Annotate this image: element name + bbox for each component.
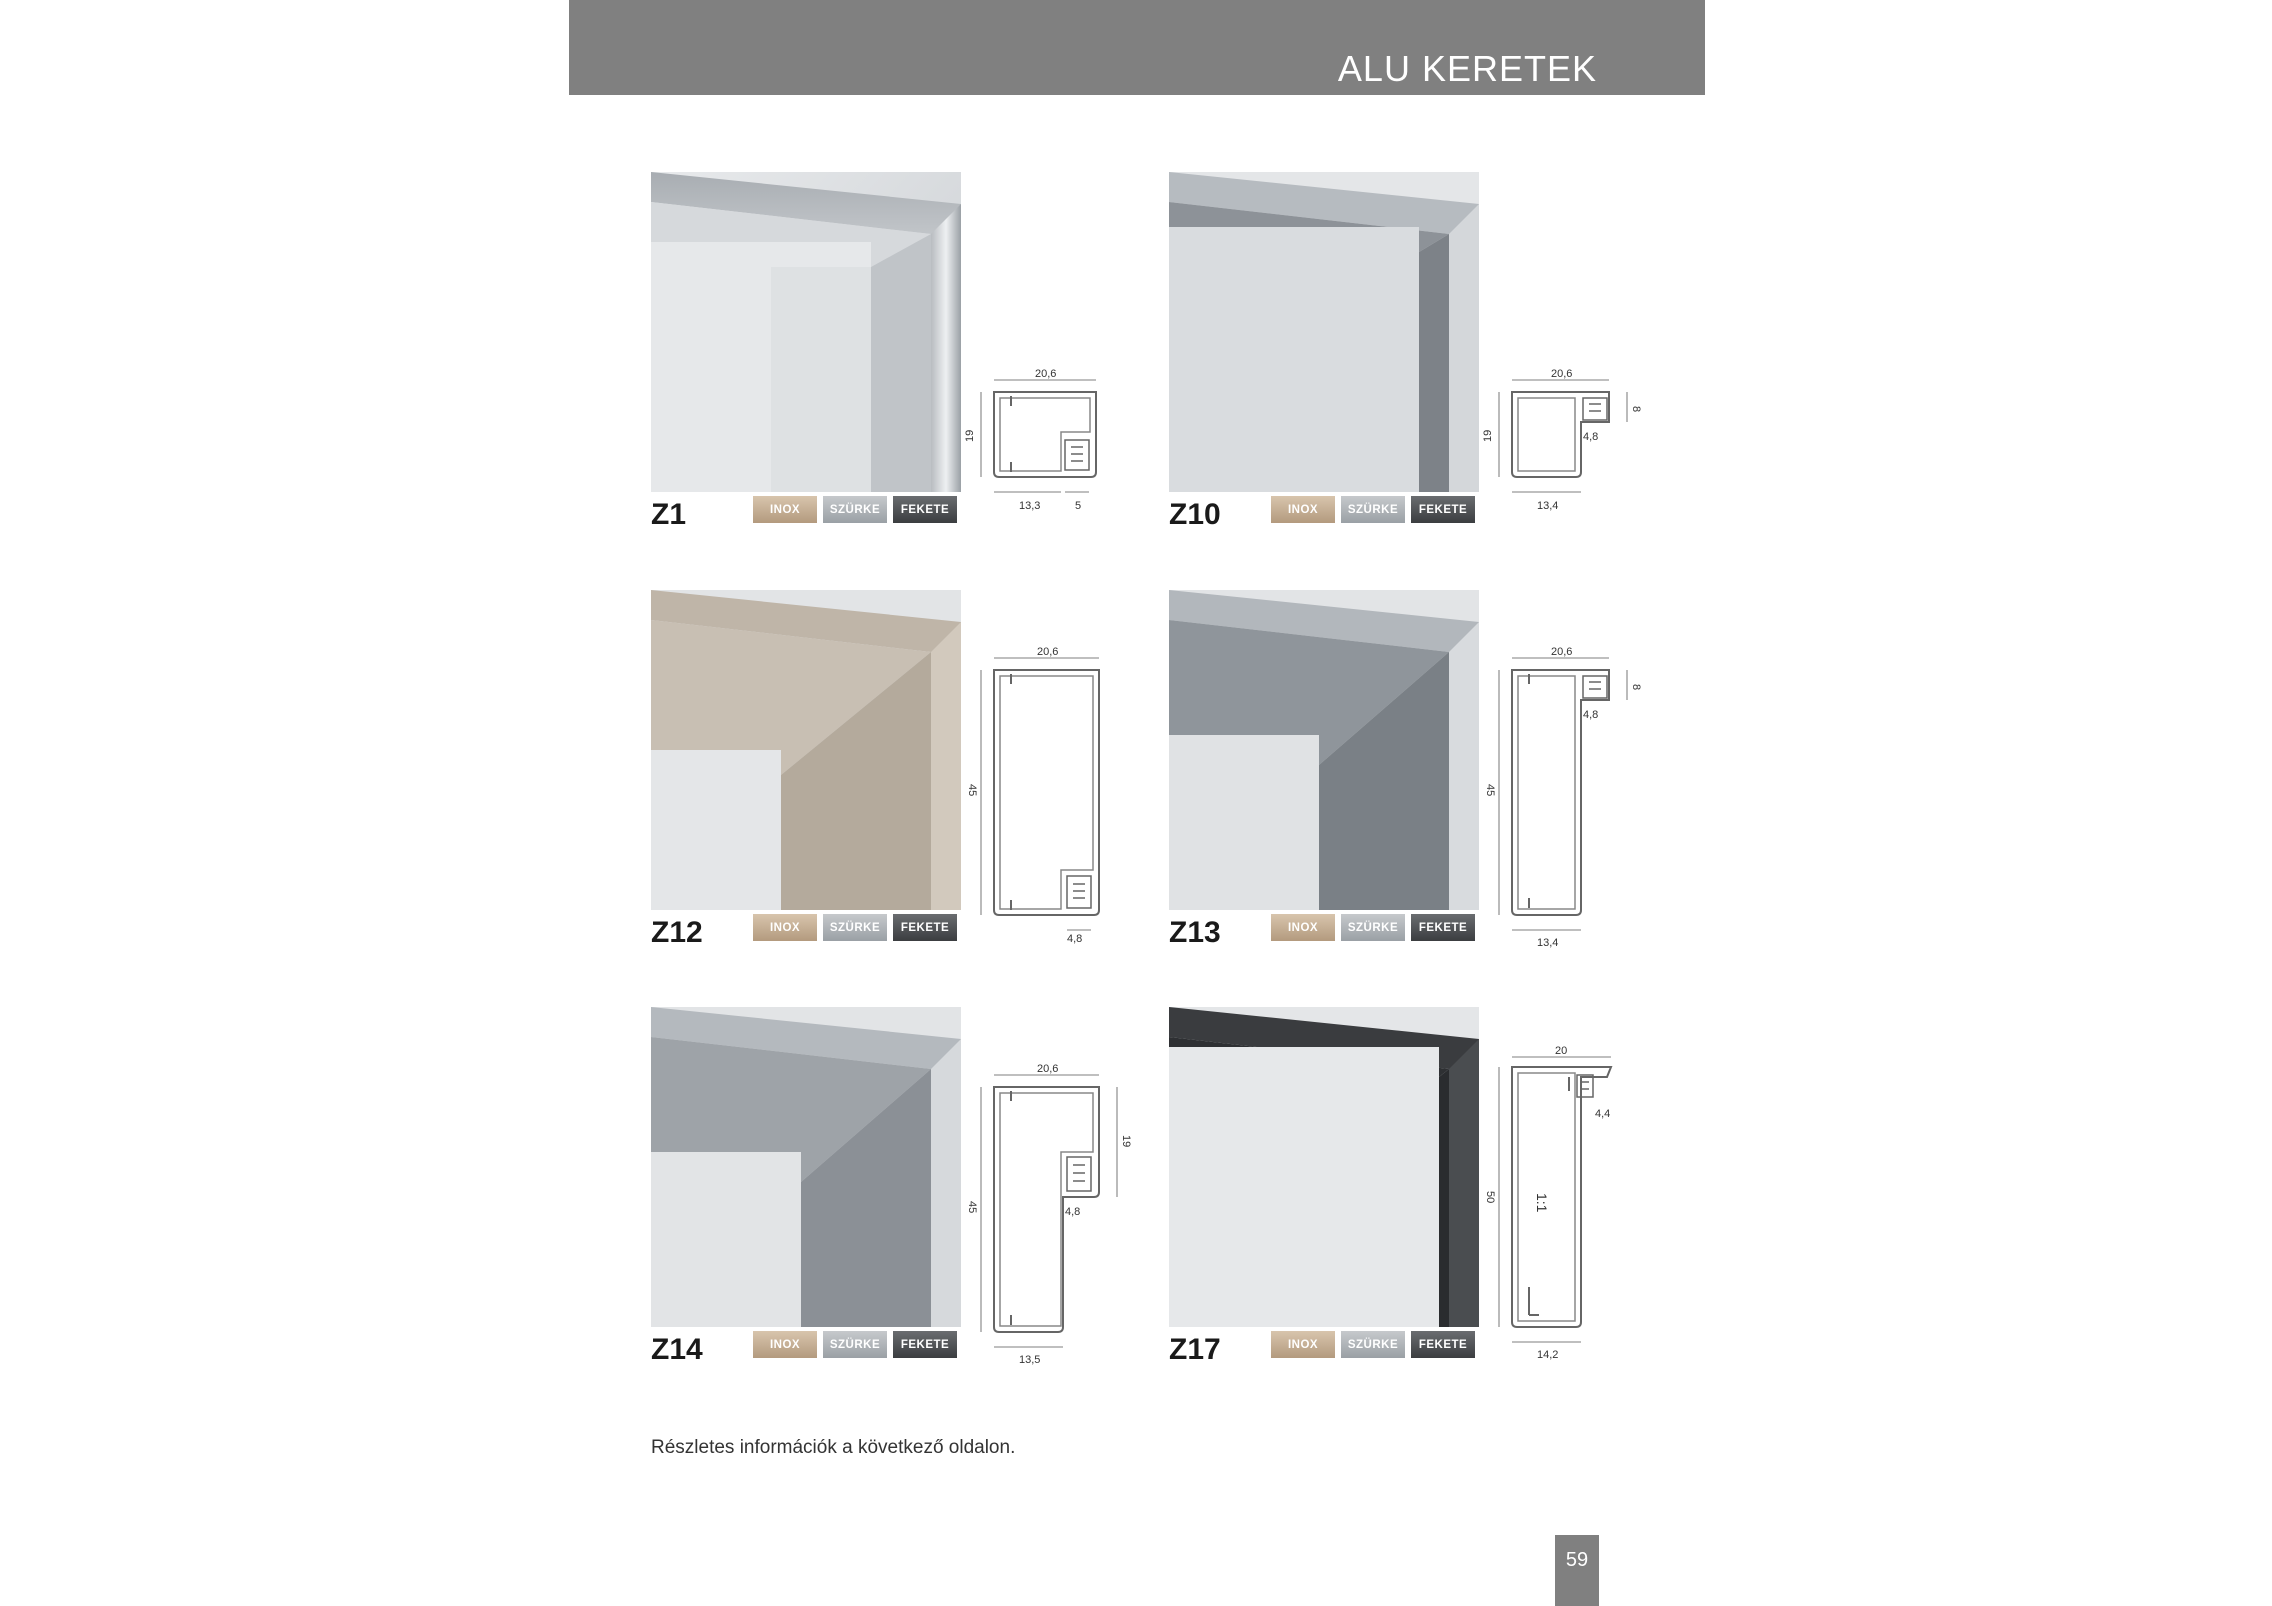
dim-height: 19	[1482, 429, 1494, 442]
page-number-box	[1555, 1535, 1599, 1606]
swatch-szurke[interactable]: SZÜRKE	[823, 1331, 887, 1358]
color-swatches	[753, 914, 957, 941]
product-code: Z10	[1169, 498, 1221, 531]
swatch-szurke[interactable]: SZÜRKE	[823, 496, 887, 523]
dim-scale: 1:1	[1534, 1193, 1550, 1213]
product-code: Z17	[1169, 1333, 1221, 1366]
frame-photo	[1169, 590, 1479, 910]
swatch-inox[interactable]: INOX	[753, 1331, 817, 1358]
header-bar	[569, 0, 1705, 95]
color-swatches	[753, 496, 957, 523]
dim-width: 20,6	[1551, 368, 1573, 380]
swatch-fekete[interactable]: FEKETE	[893, 1331, 957, 1358]
dim-width: 20,6	[1037, 1063, 1059, 1075]
color-swatches	[753, 1331, 957, 1358]
dim-side: 8	[1630, 684, 1642, 691]
product-z13	[1169, 590, 2169, 950]
dim-bottom: 13,4	[1537, 937, 1559, 949]
swatch-fekete[interactable]: FEKETE	[1411, 914, 1475, 941]
dim-bottom: 13,4	[1537, 500, 1559, 512]
color-swatches	[1271, 496, 1475, 523]
dim-width: 20	[1555, 1045, 1568, 1057]
product-z10	[1169, 172, 2169, 532]
frame-photo	[651, 172, 961, 492]
dim-width: 20,6	[1551, 646, 1573, 658]
dim-height: 45	[1484, 784, 1496, 797]
dim-height: 45	[966, 784, 978, 797]
dim-bottom: 4,8	[1067, 933, 1083, 945]
dim-bottom-a: 13,3	[1019, 500, 1041, 512]
swatch-fekete[interactable]: FEKETE	[893, 496, 957, 523]
swatch-szurke[interactable]: SZÜRKE	[823, 914, 887, 941]
swatch-fekete[interactable]: FEKETE	[1411, 1331, 1475, 1358]
dim-inner: 4,8	[1583, 709, 1599, 721]
dim-width: 20,6	[1037, 646, 1059, 658]
dim-side: 8	[1630, 406, 1642, 413]
swatch-inox[interactable]: INOX	[1271, 496, 1335, 523]
swatch-fekete[interactable]: FEKETE	[1411, 496, 1475, 523]
profile-drawing	[1479, 1007, 1649, 1377]
product-z17	[1169, 1007, 2169, 1367]
swatch-inox[interactable]: INOX	[753, 914, 817, 941]
dim-inner: 4,8	[1583, 431, 1599, 443]
frame-photo	[1169, 172, 1479, 492]
frame-photo	[651, 590, 961, 910]
dim-height: 45	[966, 1201, 978, 1214]
page-title: ALU KERETEK	[1337, 48, 1597, 89]
page-number: 59	[1565, 1549, 1589, 1571]
color-swatches	[1271, 914, 1475, 941]
swatch-fekete[interactable]: FEKETE	[893, 914, 957, 941]
product-code: Z1	[651, 498, 687, 531]
swatch-szurke[interactable]: SZÜRKE	[1341, 914, 1405, 941]
profile-drawing	[961, 352, 1111, 532]
footer-note: Részletes információk a következő oldalon.	[651, 1437, 1016, 1458]
profile-drawing	[961, 640, 1111, 960]
dim-height: 50	[1484, 1191, 1496, 1204]
product-code: Z14	[651, 1333, 703, 1366]
product-code: Z12	[651, 916, 703, 949]
swatch-szurke[interactable]: SZÜRKE	[1341, 1331, 1405, 1358]
swatch-szurke[interactable]: SZÜRKE	[1341, 496, 1405, 523]
profile-drawing	[1479, 352, 1679, 532]
dim-width: 20,6	[1035, 368, 1057, 380]
profile-drawing	[1479, 640, 1679, 960]
dim-side: 19	[1120, 1135, 1132, 1148]
swatch-inox[interactable]: INOX	[753, 496, 817, 523]
dim-bottom: 14,2	[1537, 1349, 1559, 1361]
dim-inner: 4,8	[1065, 1206, 1081, 1218]
color-swatches	[1271, 1331, 1475, 1358]
profile-drawing	[961, 1057, 1131, 1377]
dim-bottom-b: 5	[1075, 500, 1082, 512]
frame-photo	[1169, 1007, 1479, 1327]
dim-bottom: 13,5	[1019, 1354, 1041, 1366]
dim-height: 19	[964, 429, 976, 442]
frame-photo	[651, 1007, 961, 1327]
dim-inner: 4,4	[1595, 1108, 1611, 1120]
swatch-inox[interactable]: INOX	[1271, 914, 1335, 941]
product-code: Z13	[1169, 916, 1221, 949]
swatch-inox[interactable]: INOX	[1271, 1331, 1335, 1358]
